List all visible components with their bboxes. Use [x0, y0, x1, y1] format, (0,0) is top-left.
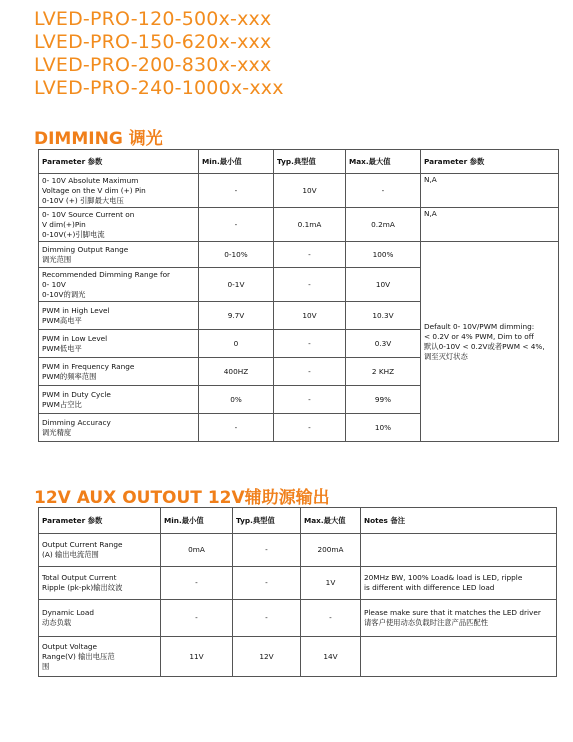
cell-line: N,A — [424, 209, 437, 218]
cell-line: is different with difference LED load — [364, 583, 495, 592]
column-header: Min.最小值 — [199, 150, 274, 174]
cell-line: Dynamic Load — [42, 608, 95, 617]
max-value: 10V — [346, 268, 421, 302]
cell-line: 0- 10V — [42, 279, 66, 289]
parameter-cell — [39, 330, 199, 358]
model-name: LVED-PRO-120-500x-xxx — [34, 8, 272, 30]
min-value: - — [199, 414, 274, 442]
max-value: 10% — [346, 414, 421, 442]
max-value: 200mA — [301, 534, 361, 567]
cell-line: 调光范围 — [42, 254, 72, 264]
max-value: 10.3V — [346, 302, 421, 330]
max-value: - — [301, 600, 361, 637]
cell-line: N,A — [424, 175, 437, 184]
cell-line: 0- 10V Absolute Maximum — [42, 175, 139, 185]
cell-line: Recommended Dimming Range for — [42, 269, 171, 279]
min-value: 400HZ — [199, 358, 274, 386]
cell-line: 请客户使用动态负载时注意产品匹配性 — [364, 618, 489, 627]
cell-line: PWM in Low Level — [42, 333, 108, 343]
column-header: Typ.典型值 — [274, 150, 346, 174]
cell-line: Total Output Current — [42, 573, 117, 582]
table-row — [39, 637, 557, 677]
typ-value: - — [274, 242, 346, 268]
cell-line: 动态负载 — [42, 618, 72, 627]
table-row — [39, 208, 559, 242]
cell-line: PWM in Frequency Range — [42, 361, 135, 371]
min-value: - — [199, 174, 274, 208]
column-header: Parameter 参数 — [39, 508, 161, 534]
cell-line: PWM低电平 — [42, 343, 82, 353]
note-cell — [361, 600, 557, 637]
typ-value: 10V — [274, 174, 346, 208]
parameter-cell — [39, 208, 199, 242]
cell-line: 0-10V(+)引脚电流 — [42, 229, 105, 239]
table-row — [39, 600, 557, 637]
cell-line: 调至灭灯状态 — [424, 351, 468, 361]
cell-line: Dimming Accuracy — [42, 417, 111, 427]
max-value: 99% — [346, 386, 421, 414]
dimming-spec-table — [38, 149, 559, 442]
max-value: 100% — [346, 242, 421, 268]
header-row — [39, 150, 559, 174]
cell-line: V dim(+)Pin — [42, 219, 86, 229]
parameter-cell — [39, 242, 199, 268]
typ-value: - — [274, 358, 346, 386]
min-value: 0% — [199, 386, 274, 414]
max-value: 0.3V — [346, 330, 421, 358]
cell-line: PWM in High Level — [42, 305, 110, 315]
typ-value: - — [233, 567, 301, 600]
cell-line: Output Current Range — [42, 540, 123, 549]
cell-line: 20MHz BW, 100% Load& load is LED, ripple — [364, 573, 523, 582]
note-cell — [361, 637, 557, 677]
cell-line: 0- 10V Source Current on — [42, 209, 135, 219]
model-name: LVED-PRO-200-830x-xxx — [34, 54, 272, 76]
cell-line: Dimming Output Range — [42, 244, 129, 254]
parameter-cell — [39, 414, 199, 442]
table-row — [39, 534, 557, 567]
column-header: Min.最小值 — [161, 508, 233, 534]
min-value: 0mA — [161, 534, 233, 567]
note-cell — [421, 174, 559, 208]
cell-line: 0-10V (+) 引脚最大电压 — [42, 195, 124, 205]
table-row — [39, 567, 557, 600]
max-value: - — [346, 174, 421, 208]
cell-line: PWM in Duty Cycle — [42, 389, 111, 399]
typ-value: 12V — [233, 637, 301, 677]
parameter-cell — [39, 637, 161, 677]
typ-value: - — [233, 600, 301, 637]
cell-line: 0-10V的调光 — [42, 289, 86, 299]
cell-line: PWM的频率范围 — [42, 371, 97, 381]
cell-line: Range(V) 输出电压范 — [42, 651, 115, 661]
note-cell — [361, 534, 557, 567]
parameter-cell — [39, 358, 199, 386]
parameter-cell — [39, 268, 199, 302]
max-value: 2 KHZ — [346, 358, 421, 386]
column-header: Max.最大值 — [301, 508, 361, 534]
parameter-cell — [39, 174, 199, 208]
note-cell — [421, 208, 559, 242]
cell-line: PWM占空比 — [42, 399, 82, 409]
min-value: - — [199, 208, 274, 242]
dimming-default-note — [421, 242, 559, 442]
min-value: 0 — [199, 330, 274, 358]
typ-value: - — [233, 534, 301, 567]
cell-line: Please make sure that it matches the LED driver — [364, 608, 541, 617]
parameter-cell — [39, 567, 161, 600]
max-value: 0.2mA — [346, 208, 421, 242]
cell-line: 默认0-10V < 0.2V或者PWM < 4%, — [424, 341, 545, 351]
min-value: - — [161, 567, 233, 600]
cell-line: 调光精度 — [42, 427, 72, 437]
column-header: Max.最大值 — [346, 150, 421, 174]
parameter-cell — [39, 386, 199, 414]
min-value: 0-1V — [199, 268, 274, 302]
model-name: LVED-PRO-150-620x-xxx — [34, 31, 272, 53]
cell-line: < 0.2V or 4% PWM, Dim to off — [424, 331, 534, 341]
typ-value: 10V — [274, 302, 346, 330]
max-value: 14V — [301, 637, 361, 677]
column-header: Notes 备注 — [361, 508, 557, 534]
cell-line: Voltage on the V dim (+) Pin — [42, 185, 146, 195]
parameter-cell — [39, 302, 199, 330]
min-value: 9.7V — [199, 302, 274, 330]
typ-value: - — [274, 268, 346, 302]
min-value: - — [161, 600, 233, 637]
column-header: Parameter 参数 — [39, 150, 199, 174]
parameter-cell — [39, 600, 161, 637]
column-header: Typ.典型值 — [233, 508, 301, 534]
note-cell — [361, 567, 557, 600]
max-value: 1V — [301, 567, 361, 600]
aux-spec-table — [38, 507, 557, 677]
min-value: 0-10% — [199, 242, 274, 268]
aux-section-title: 12V AUX OUTOUT 12V辅助源输出 — [34, 488, 330, 508]
header-row — [39, 508, 557, 534]
dimming-section-title: DIMMING 调光 — [34, 129, 163, 149]
table-row — [39, 174, 559, 208]
parameter-cell — [39, 534, 161, 567]
cell-line: Default 0- 10V/PWM dimming: — [424, 321, 535, 331]
typ-value: - — [274, 386, 346, 414]
column-header: Parameter 参数 — [421, 150, 559, 174]
model-list — [34, 8, 284, 100]
cell-line: Ripple (pk-pk)输出纹波 — [42, 583, 123, 592]
typ-value: - — [274, 414, 346, 442]
min-value: 11V — [161, 637, 233, 677]
table-row — [39, 242, 559, 268]
cell-line: (A) 输出电流范围 — [42, 550, 99, 559]
model-name: LVED-PRO-240-1000x-xxx — [34, 77, 284, 99]
cell-line: Output Voltage — [42, 641, 98, 651]
cell-line: 围 — [42, 661, 50, 671]
typ-value: - — [274, 330, 346, 358]
typ-value: 0.1mA — [274, 208, 346, 242]
cell-line: PWM高电平 — [42, 315, 82, 325]
